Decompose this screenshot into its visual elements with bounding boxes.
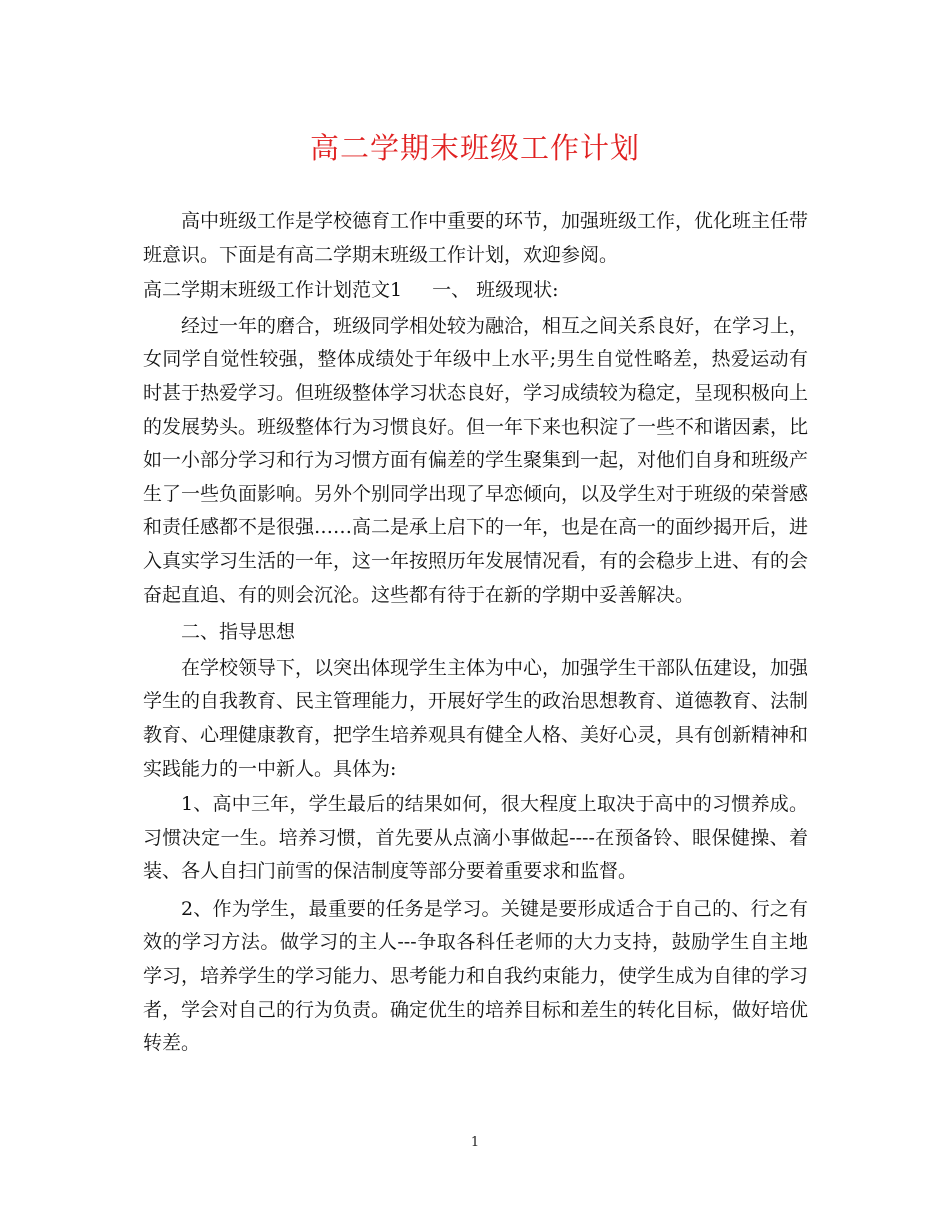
item-1-paragraph: 1、高中三年，学生最后的结果如何，很大程度上取决于高中的习惯养成。习惯决定一生。培养习惯，首先要从点滴小事做起----在预备铃、眼保健操、着装、各人自扫门前雪的保洁制度等部分要着重要求和监督。 — [143, 793, 808, 883]
section2-heading: 二、指导思想 — [181, 621, 296, 644]
sample-heading-line — [143, 274, 808, 308]
document-body — [143, 205, 808, 1061]
page-number: 1 — [470, 1135, 480, 1150]
section1-paragraph: 经过一年的磨合，班级同学相处较为融洽，相互之间关系良好，在学习上，女同学自觉性较强，整体成绩处于年级中上水平;男生自觉性略差，热爱运动有时甚于热爱学习。但班级整体学习状态良好，学习成绩较为稳定，呈现积极向上的发展势头。班级整体行为习惯良好。但一年下来也积淀了一些不和谐因素，比如一小部分学习和行为习惯方面有偏差的学生聚集到一起，对他们自身和班级产生了一些负面影响。另外个别同学出现了早恋倾向，以及学生对于班级的荣誉感和责任感都不是很强……高二是承上启下的一年，也是在高一的面纱揭开后，进入真实学习生活的一年，这一年按照历年发展情况看，有的会稳步上进、有的会奋起直追、有的则会沉沦。这些都有待于在新的学期中妥善解决。 — [143, 314, 809, 606]
sample-heading: 高二学期末班级工作计划范文1 — [143, 279, 403, 302]
intro-paragraph: 高中班级工作是学校德育工作中重要的环节，加强班级工作，优化班主任带班意识。下面是有高二学期末班级工作计划，欢迎参阅。 — [143, 210, 809, 266]
item-2-paragraph: 2、作为学生，最重要的任务是学习。关键是要形成适合于自己的、行之有效的学习方法。做学习的主人---争取各科任老师的大力支持，鼓励学生自主地学习，培养学生的学习能力、思考能力和自我约束能力，使学生成为自律的学习者，学会对自己的行为负责。确定优生的培养目标和差生的转化目标，做好培优转差。 — [143, 897, 809, 1055]
document-title: 高二学期末班级工作计划 — [309, 131, 640, 165]
section1-heading: 一、 班级现状: — [432, 279, 559, 302]
section2-paragraph: 在学校领导下，以突出体现学生主体为中心，加强学生干部队伍建设，加强学生的自我教育、民主管理能力，开展好学生的政治思想教育、道德教育、法制教育、心理健康教育，把学生培养观具有健全人格、美好心灵，具有创新精神和实践能力的一中新人。具体为: — [143, 656, 809, 780]
